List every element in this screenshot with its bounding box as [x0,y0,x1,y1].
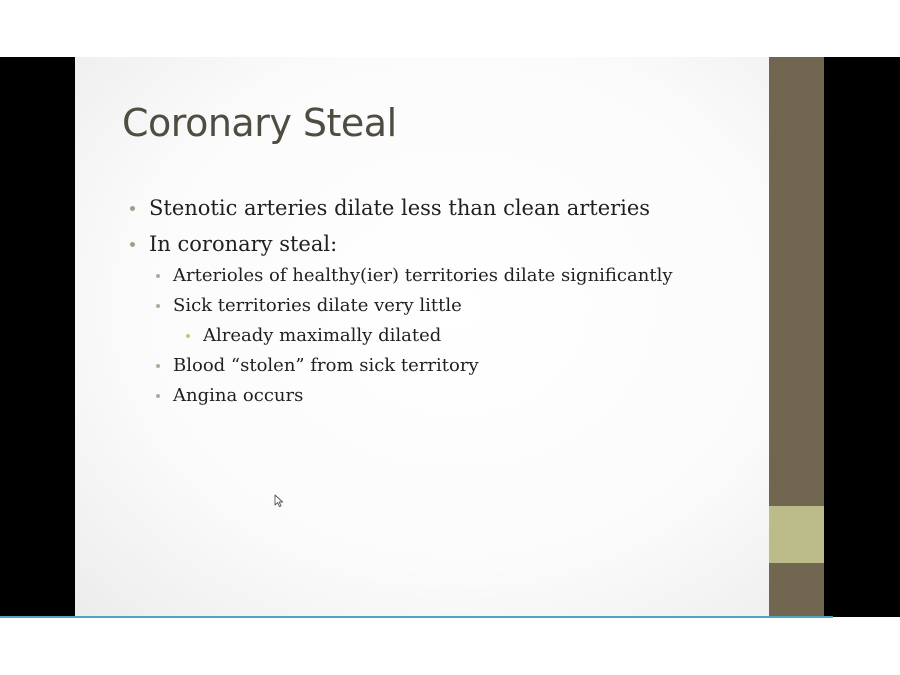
slide-title: Coronary Steal [122,101,397,145]
bullet-text: Stenotic arteries dilate less than clean arteries [149,196,651,220]
mouse-pointer-icon [274,494,284,508]
sub-bullet-item [173,355,479,376]
bullet-text: Sick territories dilate very little [173,295,462,316]
bullet-text: Arterioles of healthy(ier) territories dilate significantly [173,265,673,286]
bullet-dot-icon [156,364,160,368]
bullet-dot-icon [156,394,160,398]
bullet-dot-icon [130,242,135,247]
bullet-dot-icon [186,334,190,338]
bullet-dot-icon [156,274,160,278]
presentation-slide [75,57,769,617]
bullet-text: Already maximally dilated [203,325,442,346]
sub-sub-bullet-item [203,325,441,346]
sub-bullet-item [173,295,462,316]
bullet-dot-icon [156,304,160,308]
bullet-text: Blood “stolen” from sick territory [173,355,479,376]
sub-bullet-item [173,385,303,406]
bullet-text: In coronary steal: [149,232,338,256]
bullet-text: Angina occurs [173,385,304,406]
bullet-item [149,232,337,256]
bullet-dot-icon [130,206,135,211]
sub-bullet-item [173,265,673,286]
sidebar-accent-block [769,506,824,563]
bullet-item [149,196,650,220]
video-progress-line[interactable] [0,616,833,618]
